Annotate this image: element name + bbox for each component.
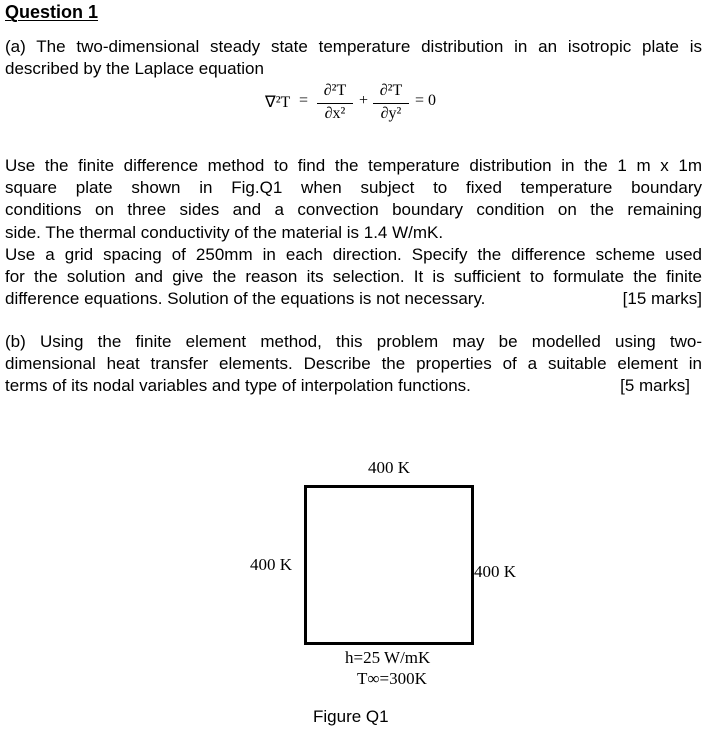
equation-numerator-2: ∂²T bbox=[379, 82, 403, 99]
equation-numerator-1: ∂²T bbox=[323, 82, 347, 99]
figure-convection-coefficient: h=25 W/mK bbox=[345, 648, 431, 667]
part-a-marks: [15 marks] bbox=[622, 289, 702, 309]
fraction-bar-2 bbox=[373, 103, 409, 104]
part-b-marks: [5 marks] bbox=[620, 376, 690, 396]
equation-lhs: ∇²T bbox=[265, 94, 291, 111]
part-a-line-5: Use a grid spacing of 250mm in each direction. Specify the difference scheme used bbox=[5, 244, 702, 264]
part-a-line-3: conditions on three sides and a convection boundary condition on the remaining bbox=[5, 200, 702, 220]
figure-left-label: 400 K bbox=[250, 555, 293, 574]
part-a-intro-line-1: (a) The two-dimensional steady state temperature distribution in an isotropic plate is bbox=[5, 37, 702, 56]
part-a-line-1: Use the finite difference method to find the temperature distribution in the 1 m x 1m bbox=[5, 156, 702, 175]
part-a-intro-line-2: described by the Laplace equation bbox=[5, 59, 264, 79]
part-a-line-6: for the solution and give the reason its selection. It is sufficient to formulate the finite bbox=[5, 267, 702, 287]
part-b-line-3-text: terms of its nodal variables and type of interpolation functions. bbox=[5, 376, 471, 396]
figure-ambient-temperature: T∞=300K bbox=[357, 669, 427, 688]
equation-rhs: = 0 bbox=[415, 92, 437, 109]
part-a-line-2: square plate shown in Fig.Q1 when subject to fixed temperature boundary bbox=[5, 178, 702, 198]
equation-denominator-1: ∂x² bbox=[324, 105, 346, 122]
part-b-line-3 bbox=[5, 375, 702, 397]
laplace-equation bbox=[265, 82, 465, 132]
part-a-line-4: side. The thermal conductivity of the material is 1.4 W/mK. bbox=[5, 222, 444, 242]
part-b bbox=[5, 331, 702, 398]
figure-top-label: 400 K bbox=[368, 458, 411, 477]
part-a-intro bbox=[5, 36, 702, 80]
part-a-body bbox=[5, 155, 702, 310]
part-b-line-1: (b) Using the finite element method, this problem may be modelled using two- bbox=[5, 332, 702, 351]
equation-plus: + bbox=[359, 92, 369, 109]
figure-caption: Figure Q1 bbox=[313, 707, 389, 726]
part-a-line-7 bbox=[5, 288, 702, 310]
figure-right-label: 400 K bbox=[474, 562, 517, 581]
equation-equals: = bbox=[299, 92, 309, 109]
square-plate bbox=[304, 485, 474, 645]
part-b-line-2: dimensional heat transfer elements. Describe the properties of a suitable element in bbox=[5, 354, 702, 374]
part-a-line-7-text: difference equations. Solution of the equations is not necessary. bbox=[5, 289, 486, 309]
equation-denominator-2: ∂y² bbox=[380, 105, 402, 122]
fraction-bar-1 bbox=[317, 103, 353, 104]
question-title: Question 1 bbox=[5, 2, 99, 22]
